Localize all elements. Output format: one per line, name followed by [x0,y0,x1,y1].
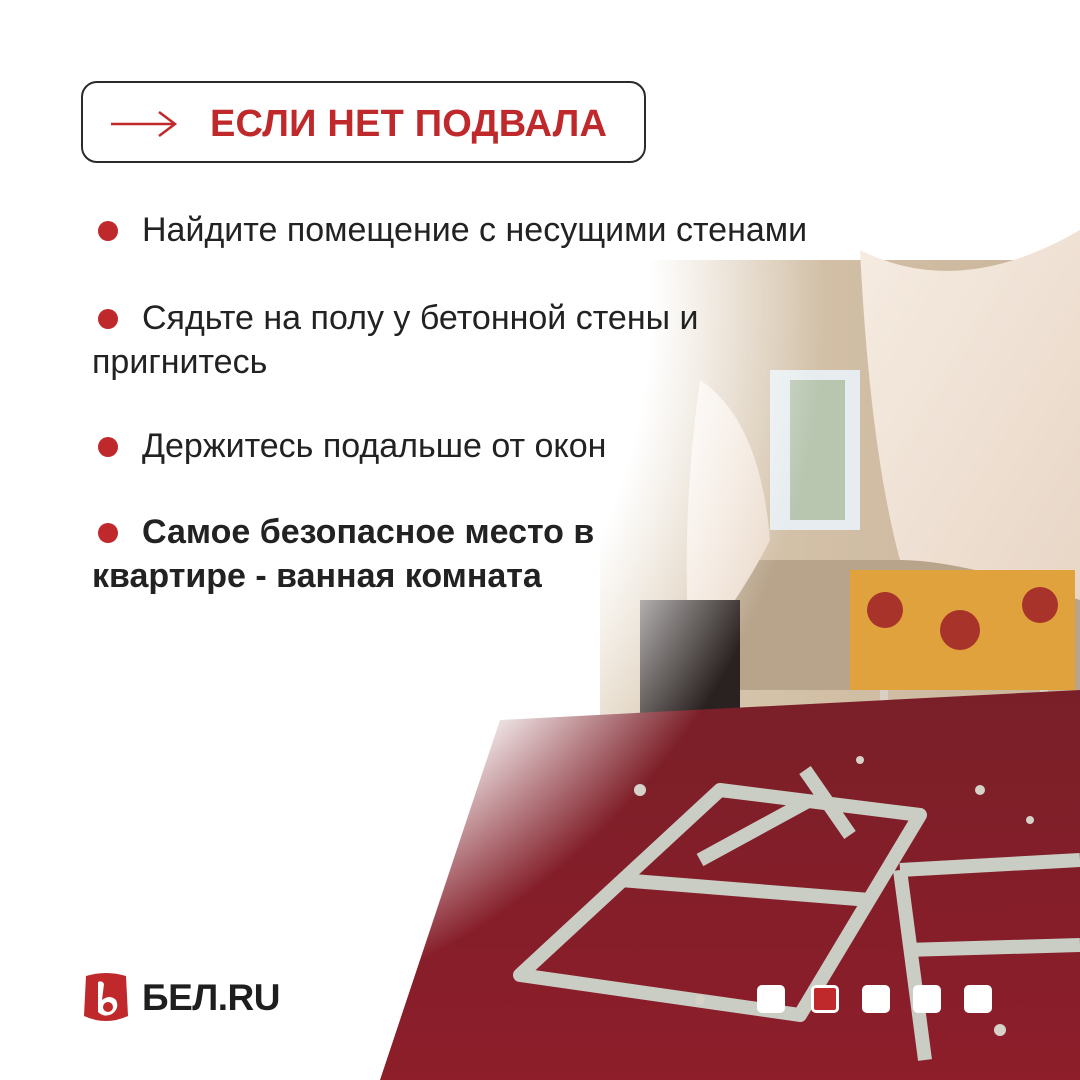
pagination-dot[interactable] [913,985,941,1013]
arrow-right-icon [109,109,179,139]
tip-text: Найдите помещение с несущими стенами [142,211,808,249]
slide-pagination [757,985,997,1013]
pagination-dot[interactable] [862,985,890,1013]
pagination-dot-active[interactable] [811,985,839,1013]
bullet-dot-icon [98,221,118,241]
tip-item [92,296,732,384]
tip-text: Самое безопасное место в квартире - ванная комната [92,513,595,595]
tip-text: Держитесь подальше от окон [142,427,607,465]
bullet-dot-icon [98,309,118,329]
bel-ru-logo-mark [80,970,132,1026]
section-title: ЕСЛИ НЕТ ПОДВАЛА [210,103,608,145]
bel-ru-logo [80,970,320,1026]
tip-item [92,208,872,252]
pagination-dot[interactable] [964,985,992,1013]
bullet-dot-icon [98,437,118,457]
section-header [81,81,646,163]
pagination-dot[interactable] [757,985,785,1013]
logo-text: БЕЛ.RU [142,977,280,1018]
tip-text: Сядьте на полу у бетонной стены и пригнитесь [92,299,699,381]
tip-item [92,424,872,468]
tip-item [92,510,612,598]
bullet-dot-icon [98,523,118,543]
